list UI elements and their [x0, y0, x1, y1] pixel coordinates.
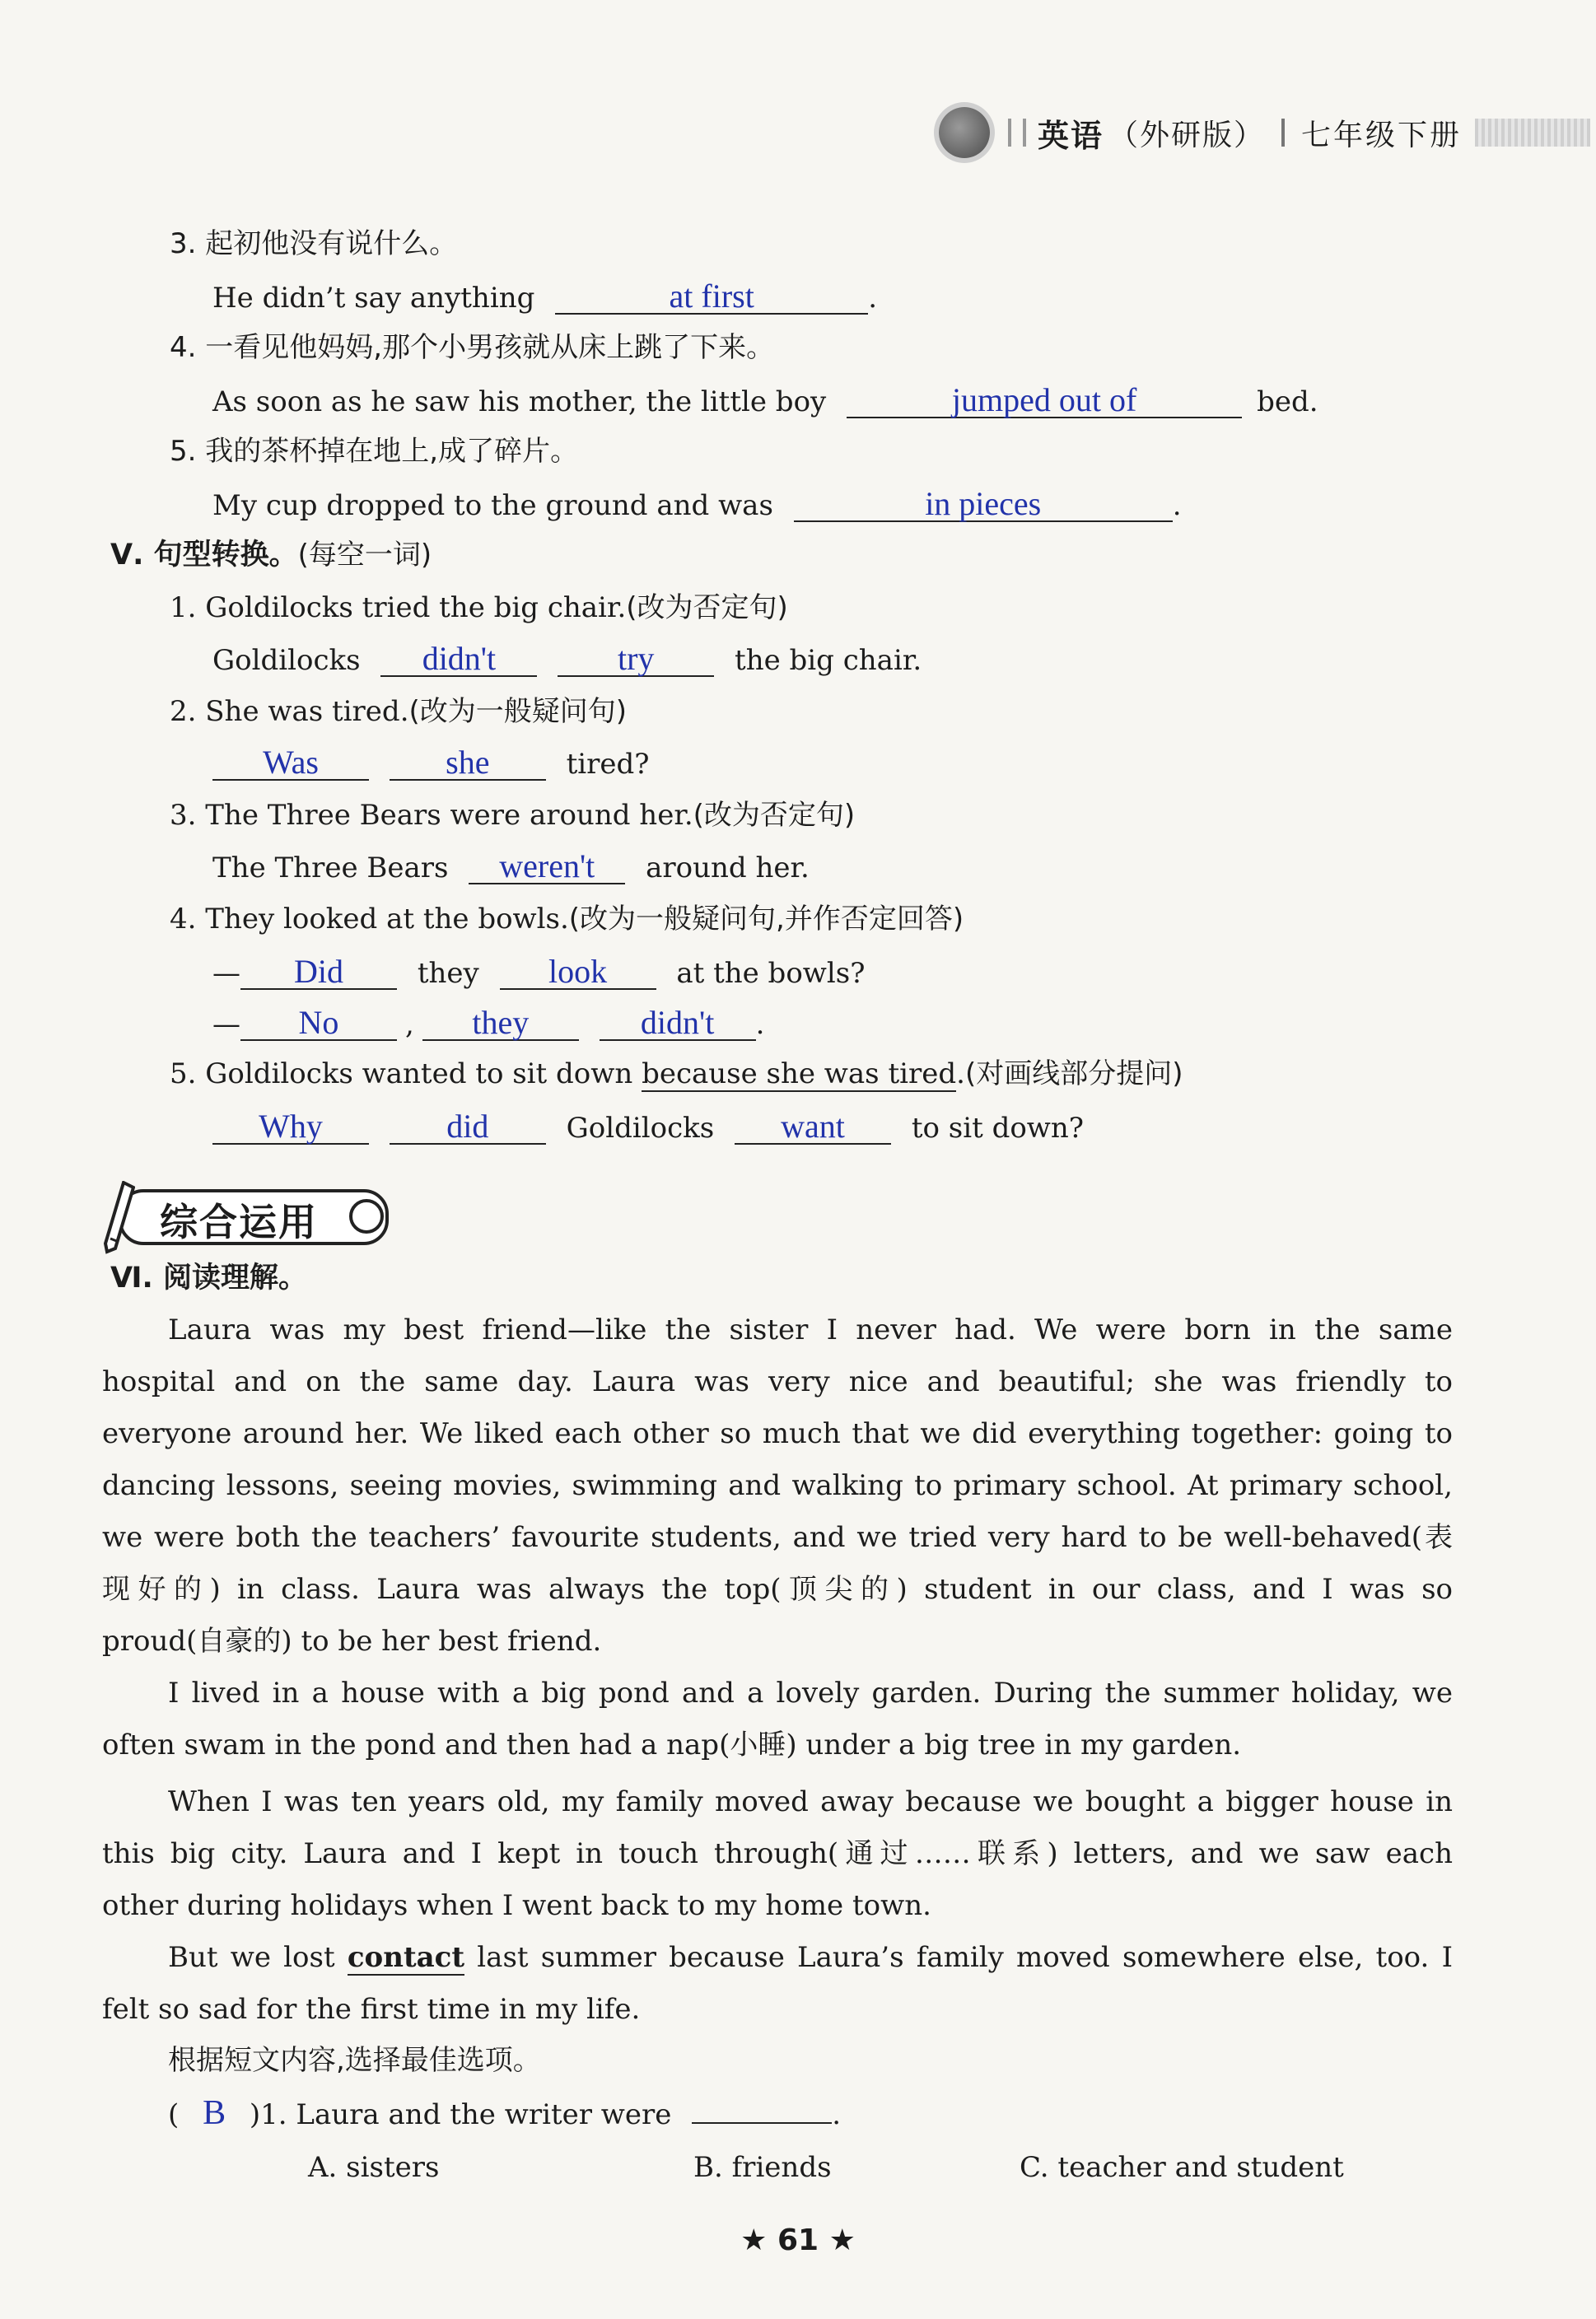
banner-ring-icon [349, 1199, 384, 1234]
v-q5-blank-3: want [735, 1110, 891, 1145]
v-q5-answer-line: Why did Goldilocks want to sit down? [212, 1110, 1084, 1145]
v-q5-prompt: 5. Goldilocks wanted to sit down because she was tired.(对画线部分提问) [170, 1057, 1183, 1090]
v-q2-prompt: 2. She was tired.(改为一般疑问句) [170, 695, 628, 728]
header-strip [1475, 119, 1590, 147]
v-q4-blank-4: they [422, 1006, 579, 1041]
iv-q4-prompt: 4. 一看见他妈妈,那个小男孩就从床上跳了下来。 [170, 331, 775, 364]
v-q2-blank-1: Was [212, 746, 369, 781]
iv-q5-prompt: 5. 我的茶杯掉在地上,成了碎片。 [170, 435, 579, 468]
v-q1-prompt: 1. Goldilocks tried the big chair.(改为否定句) [170, 591, 788, 624]
v-q3-blank: weren't [469, 850, 625, 884]
v-q1-blank-2: try [558, 642, 714, 677]
header-subject: 英语 [1038, 117, 1104, 154]
v-q1-answer-line: Goldilocks didn't try the big chair. [212, 640, 922, 677]
vi-q1-blank [692, 2122, 832, 2124]
iv-q4-blank: jumped out of [847, 384, 1242, 418]
sun-logo-icon [939, 107, 990, 158]
iv-q5-blank: in pieces [794, 488, 1173, 522]
v-q3-answer-line: The Three Bears weren't around her. [212, 847, 810, 884]
v-q4-blank-3: No [240, 1006, 397, 1041]
section-vi-heading: Ⅵ. 阅读理解。 [110, 1262, 307, 1295]
v-q3-prompt: 3. The Three Bears were around her.(改为否定句) [170, 799, 856, 832]
vi-q1-answer: B [203, 2094, 226, 2132]
iv-q3-blank: at first [555, 280, 868, 315]
underlined-phrase: because she was tired [642, 1057, 957, 1090]
reading-instruction: 根据短文内容,选择最佳选项。 [168, 2044, 541, 2077]
v-q5-blank-1: Why [212, 1110, 369, 1145]
vi-q1-option-b: B. friends [693, 2151, 832, 2184]
page-header [939, 105, 1590, 160]
passage-paragraph-3: When I was ten years old, my family moved away because we bought a bigger house in this big city. Laura and I kept in touch through(通过……联系) letters, and we saw each other during holidays when I went back to my home town. [102, 1785, 1453, 1922]
header-edition: （外研版） [1108, 118, 1266, 152]
passage-paragraph-1: Laura was my best friend—like the sister I never had. We were born in the same hospital and on the same day. Laura was very nice and beautiful; she was friendly to everyone around her. We liked each other so much that we did everything together: going to dancing lessons, seeing movies, swimming and walking to primary school. At primary school, we were both the teachers’ favourite students, and we tried very hard to be well-behaved(表 现好的) in class. Laura was always the top(顶尖的) student in our class, and I was so proud(自豪的) to be her best friend. [102, 1313, 1453, 1658]
iv-q5-answer-line: My cup dropped to the ground and was in pieces . [212, 485, 1182, 522]
section-banner [102, 1183, 390, 1248]
v-q4-blank-2: look [500, 955, 656, 990]
v-q4-prompt: 4. They looked at the bowls.(改为一般疑问句,并作否定回答) [170, 903, 964, 936]
passage-paragraph-4: But we lost contact last summer because Laura’s family moved somewhere else, too. I felt so sad for the first time in my life. [102, 1941, 1453, 2026]
header-divider [1281, 119, 1285, 147]
vi-q1-option-c: C. teacher and student [1020, 2151, 1344, 2184]
vi-q1-option-a: A. sisters [308, 2151, 440, 2184]
iv-q3-prompt: 3. 起初他没有说什么。 [170, 227, 458, 260]
v-q5-blank-2: did [390, 1110, 546, 1145]
iv-q3-answer-line: He didn’t say anything at first . [212, 278, 877, 315]
v-q4-answer-line: — No , they didn't . [212, 1004, 765, 1041]
v-q4-question-line: — Did they look at the bowls? [212, 953, 866, 990]
keyword-contact: contact [347, 1941, 465, 1974]
v-q2-answer-line: Was she tired? [212, 746, 650, 781]
v-q4-blank-5: didn't [600, 1006, 756, 1041]
vi-q1-stem: ( B )1. Laura and the writer were . [168, 2094, 842, 2132]
v-q4-blank-1: Did [240, 955, 397, 990]
v-q2-blank-2: she [390, 746, 546, 781]
banner-label: 综合运用 [160, 1200, 318, 1244]
v-q1-blank-1: didn't [380, 642, 537, 677]
iv-q4-answer-line: As soon as he saw his mother, the little boy jumped out of bed. [212, 381, 1318, 418]
passage-paragraph-2: I lived in a house with a big pond and a lovely garden. During the summer holiday, we often swam in the pond and then had a nap(小睡) under a big tree in my garden. [102, 1677, 1453, 1761]
page-number: ★ 61 ★ [740, 2223, 856, 2257]
header-divider [1008, 119, 1026, 147]
header-grade: 七年级下册 [1301, 118, 1463, 152]
pencil-icon [102, 1181, 135, 1255]
section-v-heading: Ⅴ. 句型转换。(每空一词) [110, 539, 432, 572]
